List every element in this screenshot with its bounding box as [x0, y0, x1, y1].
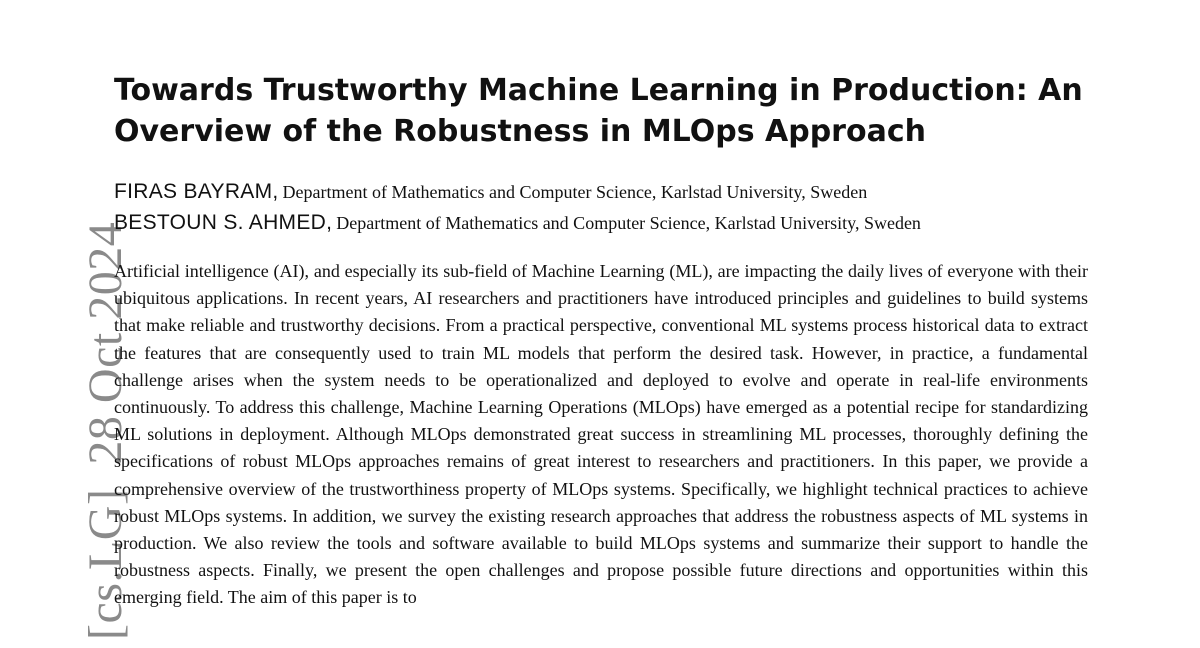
- author-affiliation: Department of Mathematics and Computer Science, Karlstad University, Sweden: [282, 182, 868, 202]
- author-entry: [114, 211, 1104, 242]
- abstract-text: Artificial intelligence (AI), and especially its sub-field of Machine Learning (ML), are impacting the daily lives of everyone with their ubiquitous applications. In recent years, AI researchers and practitioners have introduced principles and guidelines to build systems that make reliable and trustworthy decisions. From a practical perspective, conventional ML systems process historical data to extract the features that are consequently used to train ML models that perform the desired task. However, in practice, a fundamental challenge arises when the system needs to be operationalized and deployed to evolve and operate in real-life environments continuously. To address this challenge, Machine Learning Operations (MLOps) have emerged as a potential recipe for standardizing ML solutions in deployment. Although MLOps demonstrated great success in streamlining ML processes, thoroughly defining the specifications of robust MLOps approaches remains of great interest to researchers and practitioners. In this paper, we provide a comprehensive overview of the trustworthiness property of MLOps systems. Specifically, we highlight technical practices to achieve robust MLOps systems. In addition, we survey the existing research approaches that address the robustness aspects of ML systems in production. We also review the tools and software available to build MLOps systems and summarize their support to handle the robustness aspects. Finally, we present the open challenges and propose possible future directions and opportunities within this emerging field. The aim of this paper is to: [114, 261, 1088, 608]
- paper-title: Towards Trustworthy Machine Learning in Production: An Overview of the Robustness in MLOps Approach: [114, 73, 1083, 149]
- arxiv-date: 28 Oct 2024: [79, 221, 132, 465]
- author-name: FIRAS BAYRAM,: [114, 180, 279, 203]
- author-entry: [114, 180, 1104, 211]
- author-list: [114, 180, 1104, 242]
- author-affiliation: Department of Mathematics and Computer Science, Karlstad University, Sweden: [336, 213, 921, 233]
- author-name: BESTOUN S. AHMED,: [114, 211, 333, 234]
- arxiv-category: [cs.LG]: [79, 488, 132, 640]
